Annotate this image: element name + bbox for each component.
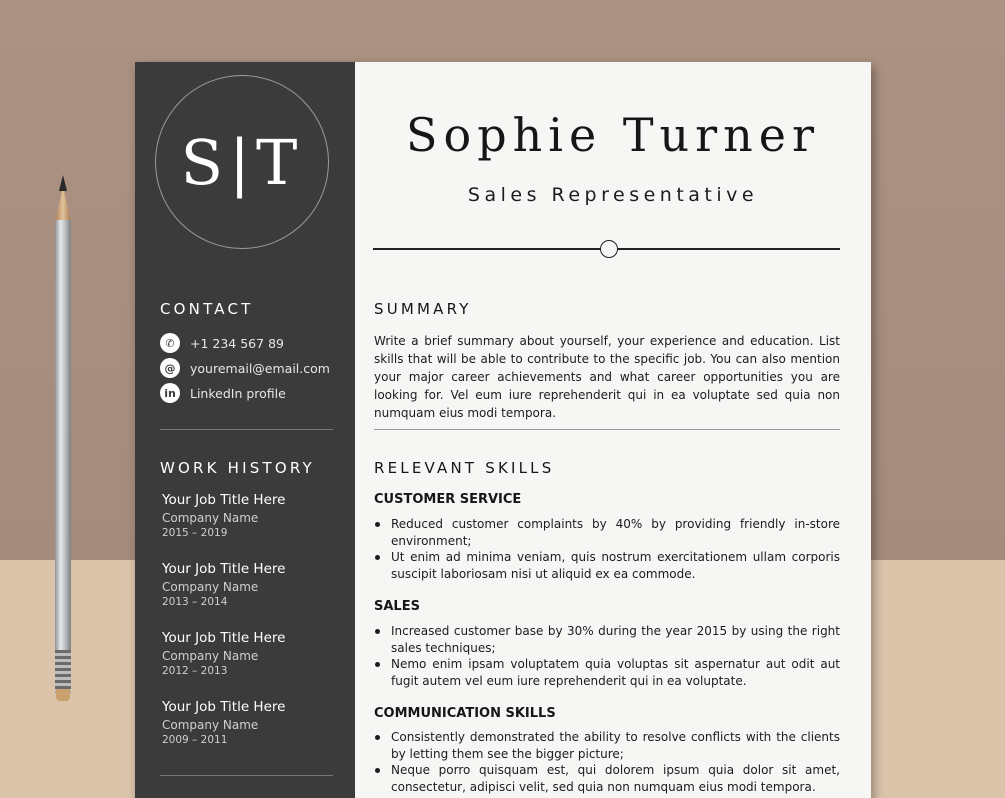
resume-main (355, 62, 871, 798)
header-divider-dot (600, 240, 618, 258)
resume-page (135, 62, 871, 798)
skill-bullet-list (374, 729, 840, 795)
job-company: Company Name (162, 649, 259, 663)
skill-group-title: COMMUNICATION SKILLS (374, 706, 556, 721)
job-title: Your Job Title Here (162, 492, 286, 508)
sidebar-divider (160, 429, 333, 430)
job-entry (162, 630, 285, 677)
skill-bullet: Neque porro quisquam est, qui dolorem ipsum quia dolor sit amet, consectetur, adipisci velit, sed quia non numquam eius modi tempora. (374, 762, 840, 795)
job-title: Your Job Title Here (162, 561, 286, 577)
candidate-name: Sophie Turner (406, 108, 820, 162)
skill-bullet-list (374, 623, 840, 689)
job-entry (162, 492, 285, 539)
phone-icon: ✆ (160, 333, 180, 353)
monogram-logo: S|T (155, 75, 329, 249)
resume-sidebar (135, 62, 355, 798)
skill-group-title: SALES (374, 599, 420, 614)
job-company: Company Name (162, 511, 259, 525)
skill-bullet-list (374, 516, 840, 582)
contact-phone (160, 332, 284, 354)
skill-bullet: Increased customer base by 30% during the year 2015 by using the right sales techniques; (374, 623, 840, 656)
skill-bullet: Ut enim ad minima veniam, quis nostrum exercitationem ullam corporis suscipit laboriosam nisi ut aliquid ex ea commode. (374, 549, 840, 582)
skill-group-title: CUSTOMER SERVICE (374, 492, 522, 507)
contact-heading: CONTACT (160, 300, 254, 318)
job-entry (162, 561, 285, 608)
skills-heading: RELEVANT SKILLS (374, 459, 555, 477)
job-years: 2013 – 2014 (162, 596, 228, 608)
job-entry (162, 699, 285, 746)
email-text: youremail@email.com (190, 360, 330, 376)
contact-linkedin (160, 382, 286, 404)
job-title: Your Job Title Here (162, 699, 286, 715)
skill-bullet: Consistently demonstrated the ability to resolve conflicts with the clients by letting them see the bigger picture; (374, 729, 840, 762)
job-company: Company Name (162, 580, 259, 594)
pencil-icon (52, 175, 74, 703)
skill-bullet: Nemo enim ipsam voluptatem quia voluptas sit aspernatur aut odit aut fugit autem vel eum iure reprehenderit qui in ea voluptate. (374, 656, 840, 689)
skill-bullet: Reduced customer complaints by 40% by providing friendly in-store environment; (374, 516, 840, 549)
linkedin-icon: in (160, 383, 180, 403)
candidate-role: Sales Representative (467, 184, 759, 206)
email-icon: @ (160, 358, 180, 378)
summary-heading: SUMMARY (374, 300, 472, 318)
job-title: Your Job Title Here (162, 630, 286, 646)
job-company: Company Name (162, 718, 259, 732)
work-history-heading: WORK HISTORY (160, 459, 315, 477)
contact-email (160, 357, 330, 379)
summary-text: Write a brief summary about yourself, your experience and education. List skills that will be able to contribute to the specific job. You can also mention your major career achievements and what career opportunities you are looking for. Vel eum iure reprehenderit qui in ea voluptate sed quia non numquam eius modi tempora. (374, 334, 840, 420)
linkedin-text: LinkedIn profile (190, 385, 286, 401)
section-divider (374, 429, 840, 430)
sidebar-divider (160, 775, 333, 776)
job-years: 2015 – 2019 (162, 527, 228, 539)
job-years: 2009 – 2011 (162, 734, 228, 746)
phone-text: +1 234 567 89 (190, 335, 284, 351)
job-years: 2012 – 2013 (162, 665, 228, 677)
